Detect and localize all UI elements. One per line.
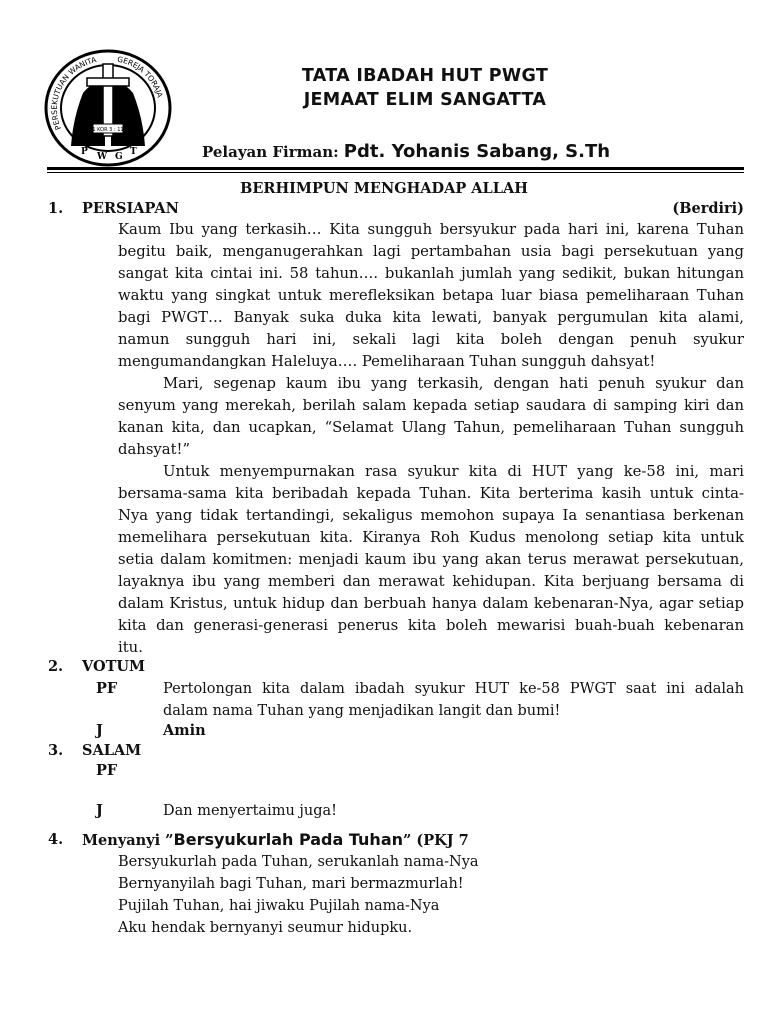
text-line: itu. <box>118 639 143 656</box>
response-text: Amin <box>163 722 206 739</box>
song-heading <box>82 829 469 852</box>
header-divider-thin <box>47 172 744 173</box>
lyric-line: Pujilah Tuhan, hai jiwaku Pujilah nama-Nya <box>118 898 440 914</box>
text-line: namun sungguh hari ini, sekali lagi kita boleh dengan penuh syukur <box>118 331 744 348</box>
logo-letter: T <box>130 147 137 157</box>
text-line: Untuk menyempurnakan rasa syukur kita di HUT yang ke-58 ini, mari <box>163 463 744 480</box>
votum-text: Pertolongan kita dalam ibadah syukur HUT ke-58 PWGT saat ini adalah <box>163 681 744 697</box>
item-title: PERSIAPAN <box>82 200 179 217</box>
item-title: VOTUM <box>82 658 146 675</box>
preacher-name: Pdt. Yohanis Sabang, S.Th <box>343 141 611 162</box>
text-line: memelihara persekutuan kita. Kiranya Roh Kudus menolong setiap kita untuk <box>118 529 744 546</box>
lyric-line: Aku hendak bernyanyi seumur hidupku. <box>118 920 413 936</box>
item-number: 2. <box>48 658 64 675</box>
item-title: SALAM <box>82 742 142 759</box>
text-line: bersama-sama kita beribadah kepada Tuhan. Kita berterima kasih untuk cinta- <box>118 485 744 502</box>
role-label-j: J <box>96 722 103 739</box>
item-number: 4. <box>48 831 64 848</box>
logo-letter: G <box>115 152 123 162</box>
text-line: dalam Kristus, untuk hidup dan berbuah hanya dalam kebenaran-Nya, agar setiap <box>118 595 744 612</box>
text-line: sangat kita cintai ini. 58 tahun…. bukanlah jumlah yang sedikit, bukan hitungan <box>118 265 744 282</box>
logo-verse: 1 KOR 3 : 11 <box>92 127 124 133</box>
text-line: bagi PWGT… Banyak suka duka kita lewati, banyak pergumulan kita alami, <box>118 309 744 326</box>
preacher-line <box>202 141 610 162</box>
lyric-line: Bernyanyilah bagi Tuhan, mari bermazmurlah! <box>118 876 464 892</box>
logo-ring-text-right: GEREJA TORAJA <box>116 54 165 99</box>
text-line: begitu baik, menganugerahkan lagi pertambahan usia bagi persekutuan yang <box>118 243 744 260</box>
item-number: 1. <box>48 200 64 217</box>
role-label-j: J <box>96 802 103 819</box>
lyric-line: Bersyukurlah pada Tuhan, serukanlah nama-Nya <box>118 854 479 870</box>
text-line: senyum yang merekah, berilah salam kepada setiap saudara di samping kiri dan <box>118 397 744 414</box>
song-title: Bersyukurlah Pada Tuhan <box>173 830 403 849</box>
congregation-title: JEMAAT ELIM SANGATTA <box>303 90 547 110</box>
text-line: kita dan generasi-generasi penerus kita boleh mewarisi buah-buah kebenaran <box>118 617 744 634</box>
response-text: Dan menyertaimu juga! <box>163 803 337 819</box>
song-suffix: ” (PKJ 7 <box>403 832 469 849</box>
logo-letter: P <box>81 147 88 157</box>
text-line: Kaum Ibu yang terkasih… Kita sungguh bersyukur pada hari ini, karena Tuhan <box>118 221 744 238</box>
role-label-pf: PF <box>96 762 118 779</box>
role-label-pf: PF <box>96 680 118 697</box>
header-divider <box>47 167 744 170</box>
text-line: waktu yang singkat untuk merefleksikan betapa luar biasa pemeliharaan Tuhan <box>118 287 744 304</box>
text-line: Nya yang tidak tertandingi, sekaligus memohon supaya Ia senantiasa berkenan <box>118 507 744 524</box>
logo-letter: W <box>97 152 108 162</box>
text-line: setia dalam komitmen: menjadi kaum ibu yang akan terus merawat persekutuan, <box>118 551 744 568</box>
logo-ring-text-left: PERSEKUTUAN WANITA <box>49 55 98 132</box>
song-prefix: Menyanyi ” <box>82 832 174 849</box>
posture-note: (Berdiri) <box>672 200 744 217</box>
votum-text: dalam nama Tuhan yang menjadikan langit dan bumi! <box>163 703 561 719</box>
preacher-label: Pelayan Firman: <box>202 143 339 161</box>
text-line: Mari, segenap kaum ibu yang terkasih, dengan hati penuh syukur dan <box>163 375 744 392</box>
item-number: 3. <box>48 742 64 759</box>
section-heading: BERHIMPUN MENGHADAP ALLAH <box>240 180 528 197</box>
preparation-text <box>118 219 744 659</box>
text-line: layaknya ibu yang memberi dan merawat kehidupan. Kita berjuang bersama di <box>118 573 744 590</box>
text-line: mengumandangkan Haleluya…. Pemeliharaan Tuhan sungguh dahsyat! <box>118 353 656 370</box>
text-line: dahsyat!” <box>118 441 191 458</box>
text-line: kanan kita, dan ucapkan, “Selamat Ulang Tahun, pemeliharaan Tuhan sungguh <box>118 419 744 436</box>
pwgt-logo <box>43 48 173 168</box>
document-title: TATA IBADAH HUT PWGT <box>301 66 549 86</box>
